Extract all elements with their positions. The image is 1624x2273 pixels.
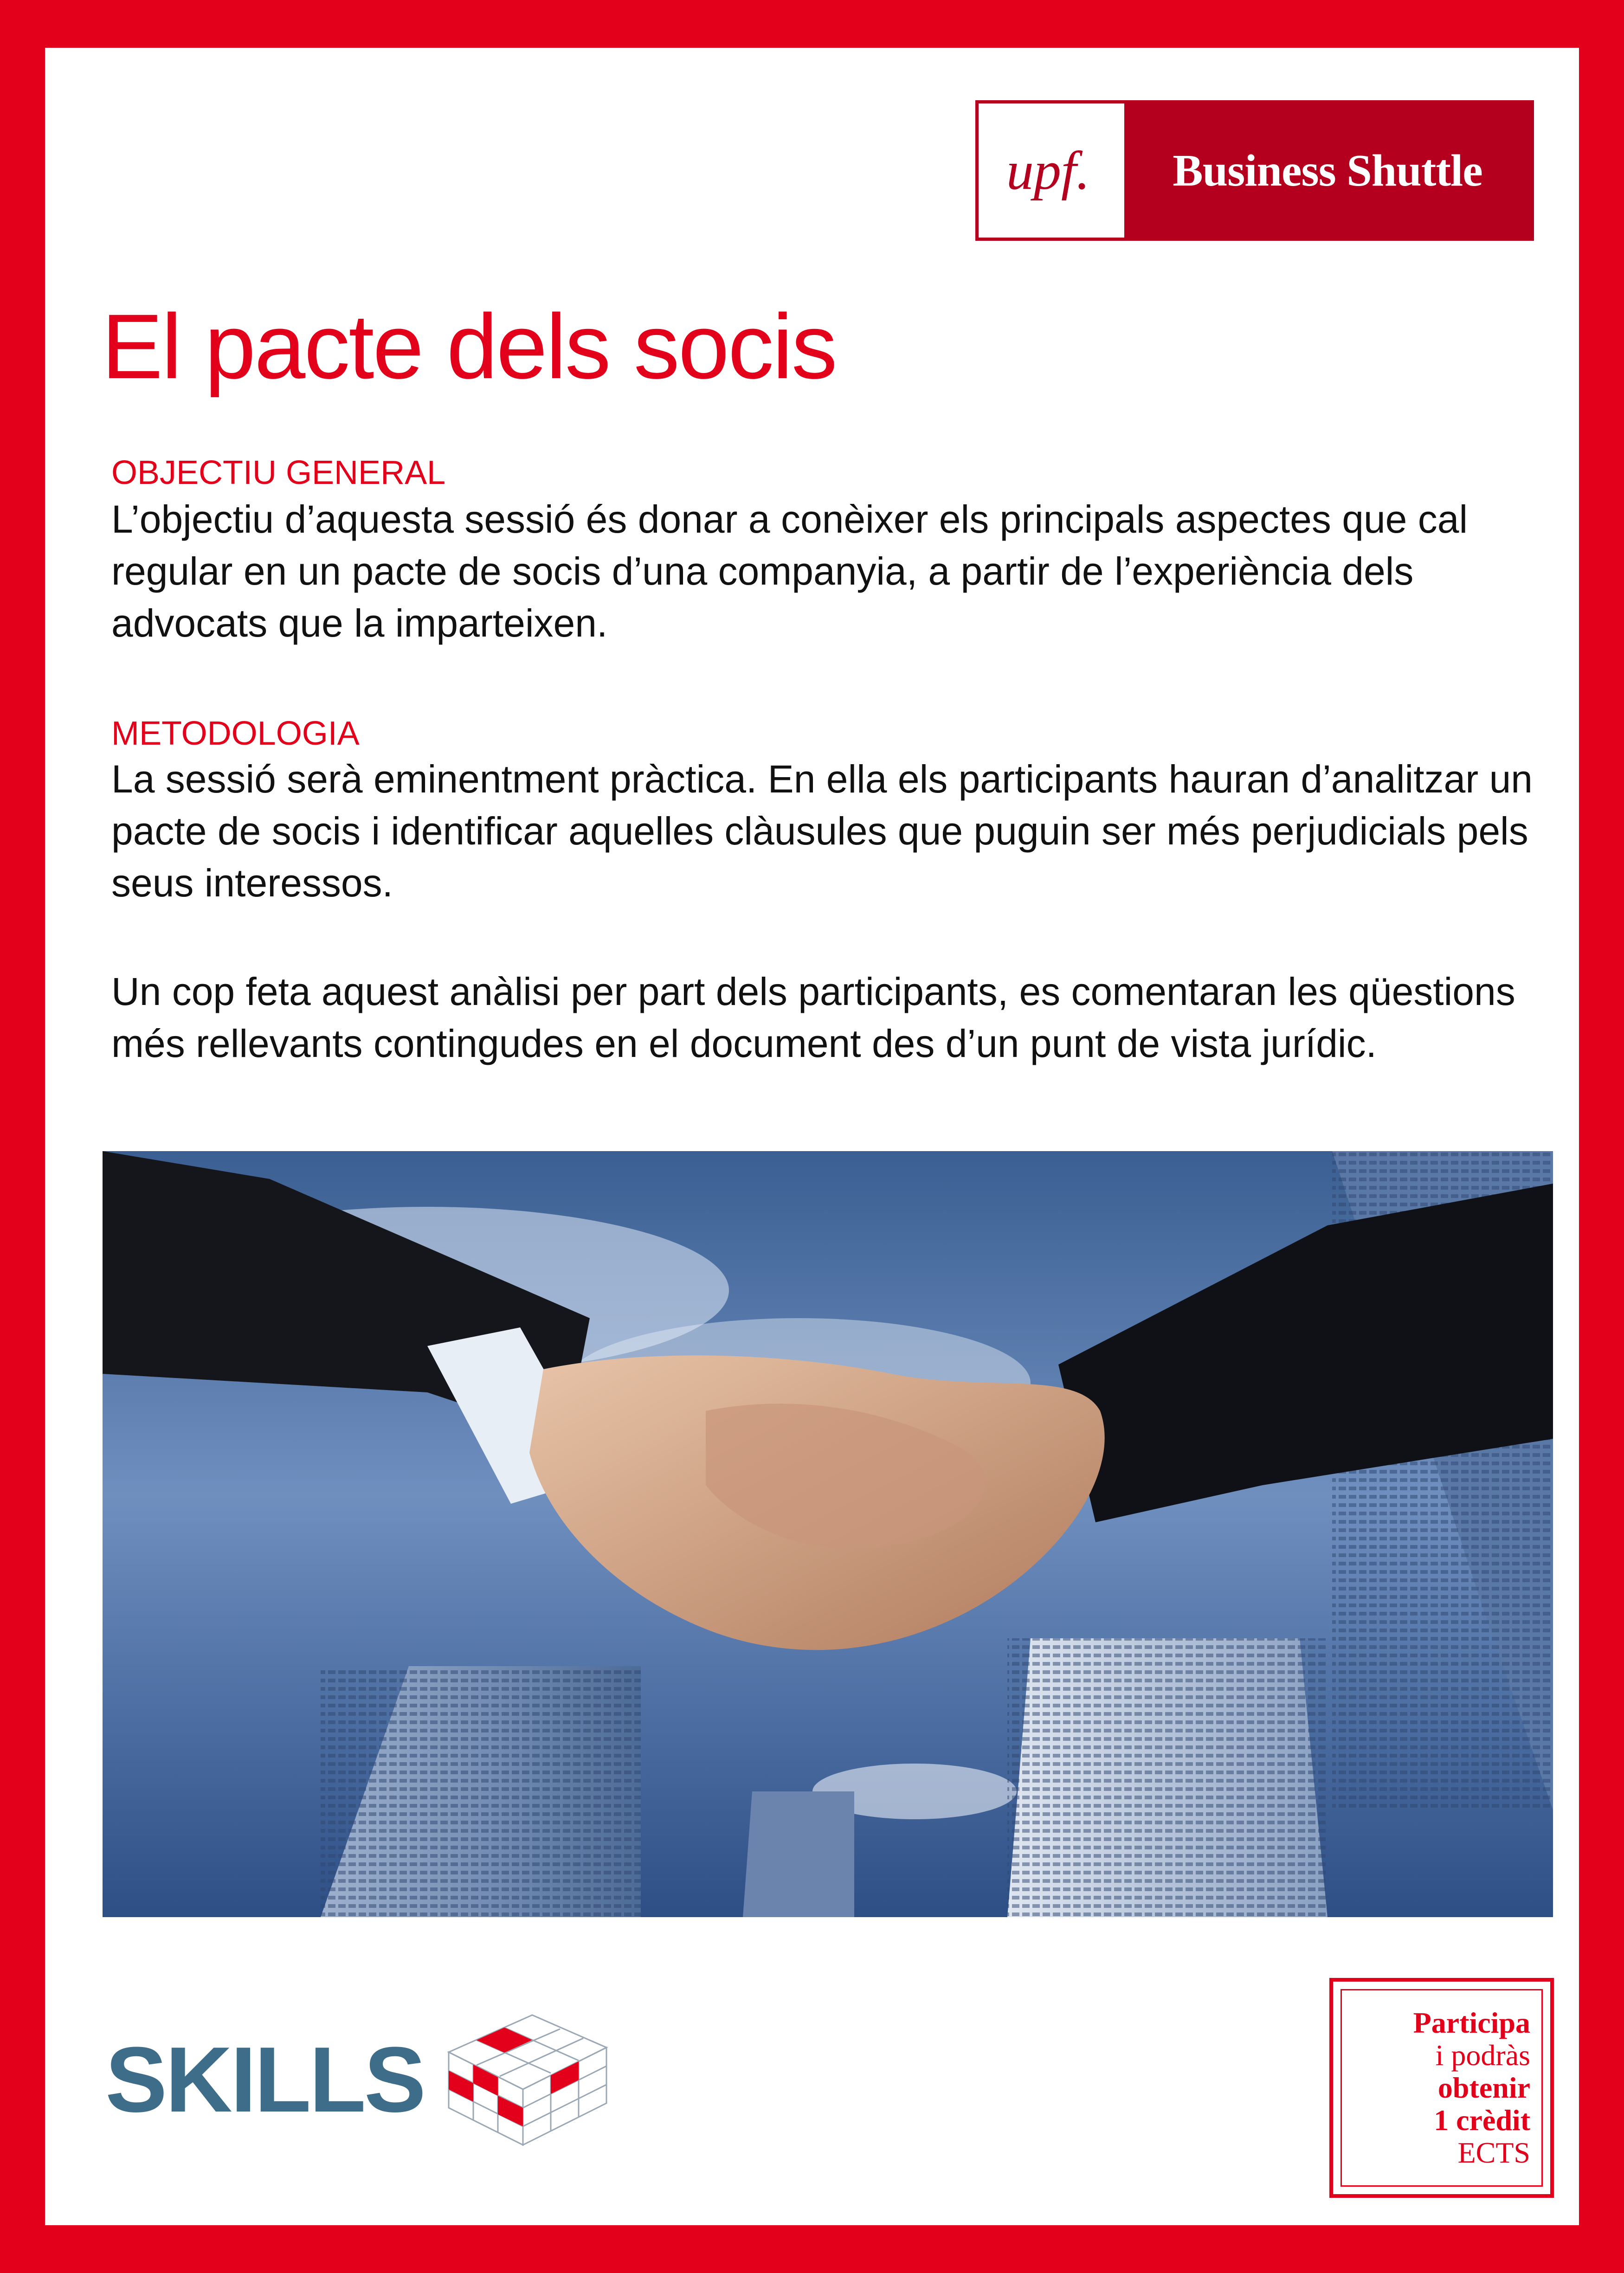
section-label-methodology: METODOLOGIA bbox=[111, 715, 360, 752]
cube-icon bbox=[421, 1996, 616, 2150]
poster-page bbox=[45, 48, 1579, 2225]
badge-line-obtenir: obtenir bbox=[1437, 2071, 1530, 2104]
badge-line-ects: ECTS bbox=[1457, 2136, 1530, 2169]
ects-credit-badge bbox=[1329, 1978, 1554, 2198]
handshake-photo bbox=[103, 1151, 1553, 1917]
section-label-objective: OBJECTIU GENERAL bbox=[111, 454, 446, 491]
program-name: Business Shuttle bbox=[1124, 103, 1531, 238]
objective-paragraph: L’objectiu d’aquesta sessió és donar a conèixer els principals aspectes que cal regular en un pacte de socis d’una companyia, a partir de l’experiència dels advocats que la imparteixen. bbox=[111, 497, 1468, 645]
page-title: El pacte dels socis bbox=[102, 295, 836, 398]
methodology-paragraph-1: La sessió serà eminentment pràctica. En ella els participants hauran d’analitzar un pacte de socis i identificar aquelles clàusules que puguin ser més perjudicials pels seus interessos. bbox=[111, 757, 1533, 905]
skills-logo bbox=[105, 1996, 616, 2150]
badge-line-podras: i podràs bbox=[1435, 2039, 1530, 2072]
badge-line-participa: Participa bbox=[1413, 2006, 1530, 2039]
upf-logo-mark: upf. bbox=[979, 103, 1124, 238]
skills-wordmark: SKILLS bbox=[105, 2028, 425, 2131]
upf-business-shuttle-logo bbox=[975, 100, 1534, 241]
methodology-paragraph-2: Un cop feta aquest anàlisi per part dels participants, es comentaran les qüestions més rellevants contingudes en el document des d’un punt de vista jurídic. bbox=[111, 970, 1515, 1065]
badge-line-credit: 1 crèdit bbox=[1434, 2104, 1530, 2137]
